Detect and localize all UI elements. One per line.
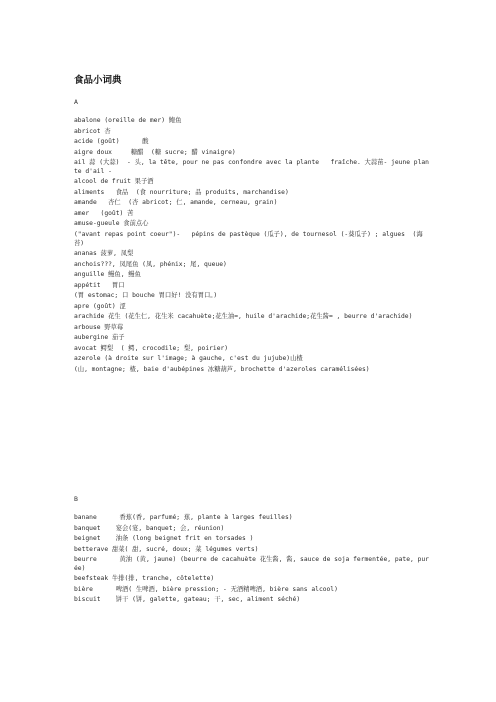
- page-title: 食品小词典: [74, 75, 122, 86]
- dictionary-entry: betterave 甜菜( 甜, sucré, doux; 菜 légumes verts): [74, 545, 259, 553]
- dictionary-entry: ail 蒜 (大蒜) - 头, la tête, pour ne pas confondre avec la plante fraîche. 大蒜苗- jeune plante d'ail -: [74, 159, 429, 175]
- dictionary-entry: bière 啤酒( 生啤酒, bière pression; - 无酒精啤酒, bière sans alcool): [74, 585, 338, 593]
- dictionary-entry: beurre 黄油 (黄, jaune) (beurre de cacahuète 花生酱, 酱, sauce de soja fermentée, pate, purée): [74, 556, 429, 572]
- section-b-entries: [74, 514, 432, 607]
- section-letter-b: B: [74, 495, 78, 503]
- dictionary-entry: aliments 食品 (食 nourriture; 品 produits, marchandise): [74, 188, 289, 196]
- dictionary-entry: amer (goût) 苦: [74, 209, 134, 217]
- dictionary-entry: alcool de fruit 果子酒: [74, 178, 154, 186]
- dictionary-entry: aigre doux 糖醋 (糖 sucre; 醋 vinaigre): [74, 148, 236, 156]
- dictionary-entry: apre (goût) 涩: [74, 302, 126, 310]
- dictionary-entry: acide (goût) 酸: [74, 138, 149, 145]
- dictionary-entry: ananas 菠萝, 凤梨: [74, 250, 134, 258]
- dictionary-entry: (胃 estomac; 口 bouche 胃口好! 没有胃口。): [74, 292, 218, 300]
- dictionary-entry: amuse-gueule 食前点心: [74, 220, 149, 228]
- dictionary-entry: beignet 油条 (long beignet frit en torsades ): [74, 535, 254, 542]
- dictionary-entry: arachide 花生 (花生仁, 花生米 cacahuète;花生油=, huile d'arachide;花生酱= , beurre d'arachide): [74, 313, 413, 321]
- section-a-entries: [74, 117, 432, 376]
- dictionary-entry: abalone (oreille de mer) 鲍鱼: [74, 117, 182, 124]
- dictionary-entry: amande 杏仁 (杏 abricot; 仁, amande, cerneau, grain): [74, 199, 278, 207]
- dictionary-entry: beefsteak 牛排(排, tranche, côtelette): [74, 575, 215, 583]
- dictionary-entry: abricot 杏: [74, 127, 111, 135]
- dictionary-entry: aubergine 茄子: [74, 334, 125, 342]
- dictionary-entry: biscuit 饼干 (饼, galette, gateau; 干, sec, aliment séché): [74, 596, 301, 604]
- section-letter-a: A: [74, 98, 78, 106]
- dictionary-entry: arbouse 野草莓: [74, 323, 124, 331]
- dictionary-entry: azerole (à droite sur l'image; à gauche, c'est du jujube)山楂: [74, 355, 303, 363]
- dictionary-entry: banane 香蕉(香, parfumé; 蕉, plante à larges feuilles): [74, 514, 293, 521]
- dictionary-entry: anguille 鳗鱼, 鳗鱼: [74, 271, 141, 279]
- dictionary-entry: ("avant repas point coeur")- pépins de pastèque (瓜子), de tournesol (-葵瓜子) ; algues (海苔): [74, 230, 423, 247]
- dictionary-entry: avocat 鳄梨 ( 鳄, crocodile; 梨, poirier): [74, 344, 229, 352]
- dictionary-entry: appétit 胃口: [74, 281, 125, 289]
- dictionary-entry: anchois???, 凤尾鱼 (凤, phénix; 尾, queue): [74, 260, 227, 268]
- dictionary-entry: banquet 宴会(宴, banquet; 会, réunion): [74, 524, 225, 532]
- dictionary-entry: (山, montagne; 楂, baie d'aubépines 冰糖葫芦, brochette d'azeroles caramélisées): [74, 365, 370, 373]
